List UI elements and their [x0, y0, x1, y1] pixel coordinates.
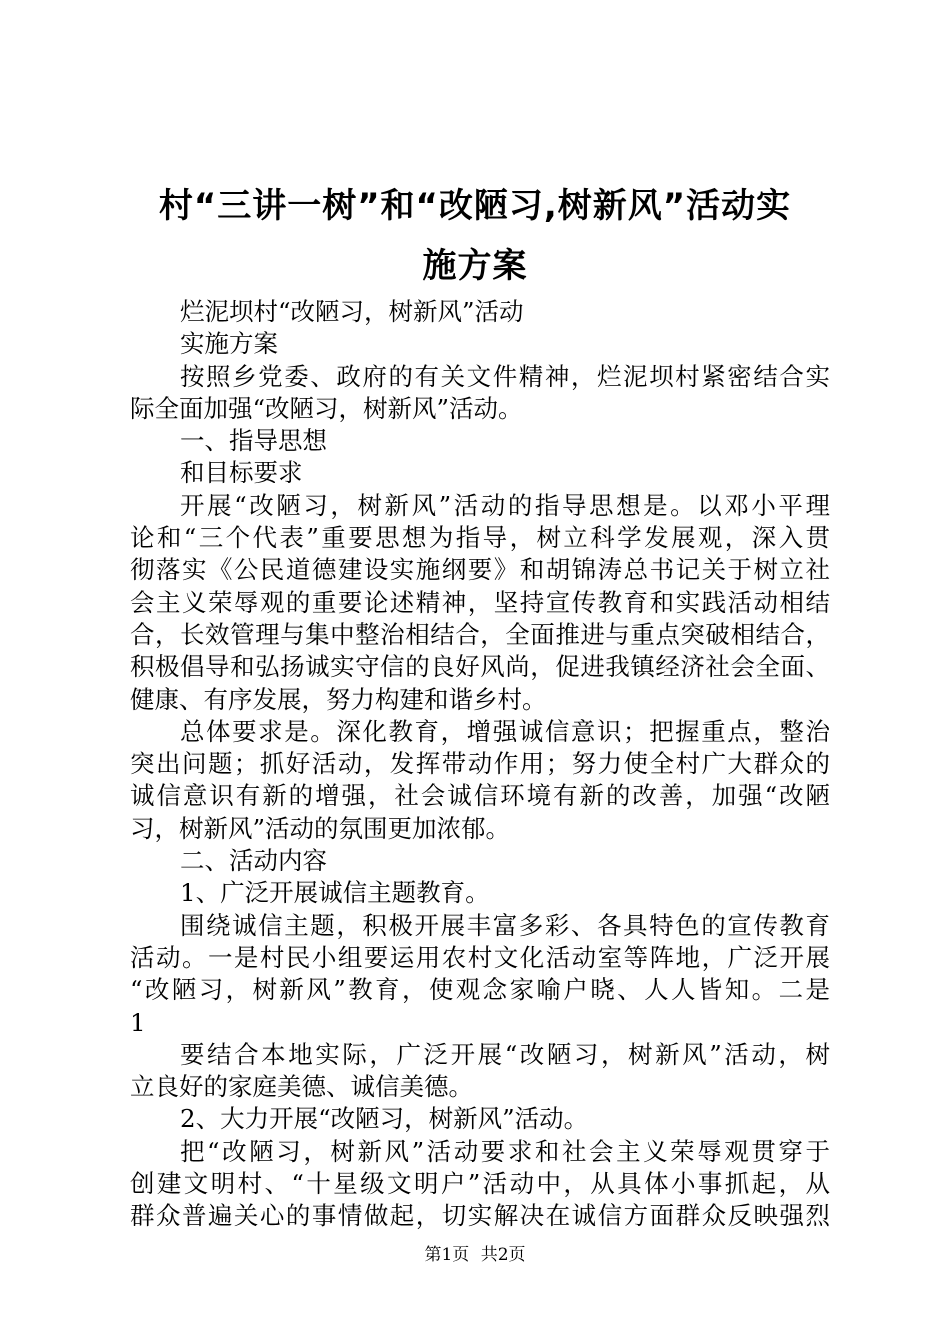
- text-line: 诚信意识有新的增强，社会诚信环境有新的改善，加强“改陋: [130, 781, 830, 811]
- text-line: 论和“三个代表”重要思想为指导，树立科学发展观，深入贯: [130, 523, 830, 553]
- text-line: 围绕诚信主题，积极开展丰富多彩、各具特色的宣传教育: [180, 910, 830, 940]
- text-line: 实施方案: [180, 329, 278, 359]
- text-line: 总体要求是。深化教育，增强诚信意识；把握重点，整治: [180, 716, 830, 746]
- text-line: 际全面加强“改陋习，树新风”活动。: [130, 393, 523, 423]
- text-line: 健康、有序发展，努力构建和谐乡村。: [130, 684, 547, 714]
- subsection-heading: 1、广泛开展诚信主题教育。: [180, 878, 490, 908]
- text-line: 会主义荣辱观的重要论述精神，坚持宣传教育和实践活动相结: [130, 587, 830, 617]
- text-line: 1: [130, 1007, 146, 1037]
- text-line: 按照乡党委、政府的有关文件精神，烂泥坝村紧密结合实: [180, 361, 830, 391]
- document-body: [130, 296, 830, 1233]
- text-line: 群众普遍关心的事情做起，切实解决在诚信方面群众反映强烈: [130, 1201, 830, 1231]
- document-title-line-1: 村“三讲一树”和“改陋习,树新风”活动实: [158, 186, 792, 226]
- text-line: 立良好的家庭美德、诚信美德。: [130, 1072, 473, 1102]
- page-total: 共2页: [480, 1245, 526, 1265]
- text-line: 合，长效管理与集中整治相结合，全面推进与重点突破相结合，: [130, 619, 830, 649]
- text-line: “改陋习，树新风”教育，使观念家喻户晓、人人皆知。二是: [130, 975, 830, 1005]
- page-footer: [0, 1244, 950, 1266]
- text-line: 创建文明村、“十星级文明户”活动中，从具体小事抓起，从: [130, 1169, 830, 1199]
- text-line: 积极倡导和弘扬诚实守信的良好风尚，促进我镇经济社会全面、: [130, 652, 830, 682]
- text-line: 活动。一是村民小组要运用农村文化活动室等阵地，广泛开展: [130, 942, 830, 972]
- document-title-line-2: 施方案: [422, 246, 528, 286]
- section-heading: 一、指导思想: [180, 426, 327, 456]
- text-line: 开展“改陋习，树新风”活动的指导思想是。以邓小平理: [180, 490, 830, 520]
- section-heading: 二、活动内容: [180, 846, 327, 876]
- text-line: 烂泥坝村“改陋习，树新风”活动: [180, 297, 524, 326]
- page-number: 第1页: [424, 1245, 470, 1265]
- section-heading: 和目标要求: [180, 458, 303, 488]
- text-line: 把“改陋习，树新风”活动要求和社会主义荣辱观贯穿于: [180, 1136, 830, 1166]
- subsection-heading: 2、大力开展“改陋习，树新风”活动。: [180, 1104, 589, 1134]
- text-line: 要结合本地实际，广泛开展“改陋习，树新风”活动，树: [180, 1039, 830, 1069]
- text-line: 习，树新风”活动的氛围更加浓郁。: [130, 813, 511, 843]
- text-line: 突出问题；抓好活动，发挥带动作用；努力使全村广大群众的: [130, 749, 830, 779]
- text-line: 彻落实《公民道德建设实施纲要》和胡锦涛总书记关于树立社: [130, 555, 830, 585]
